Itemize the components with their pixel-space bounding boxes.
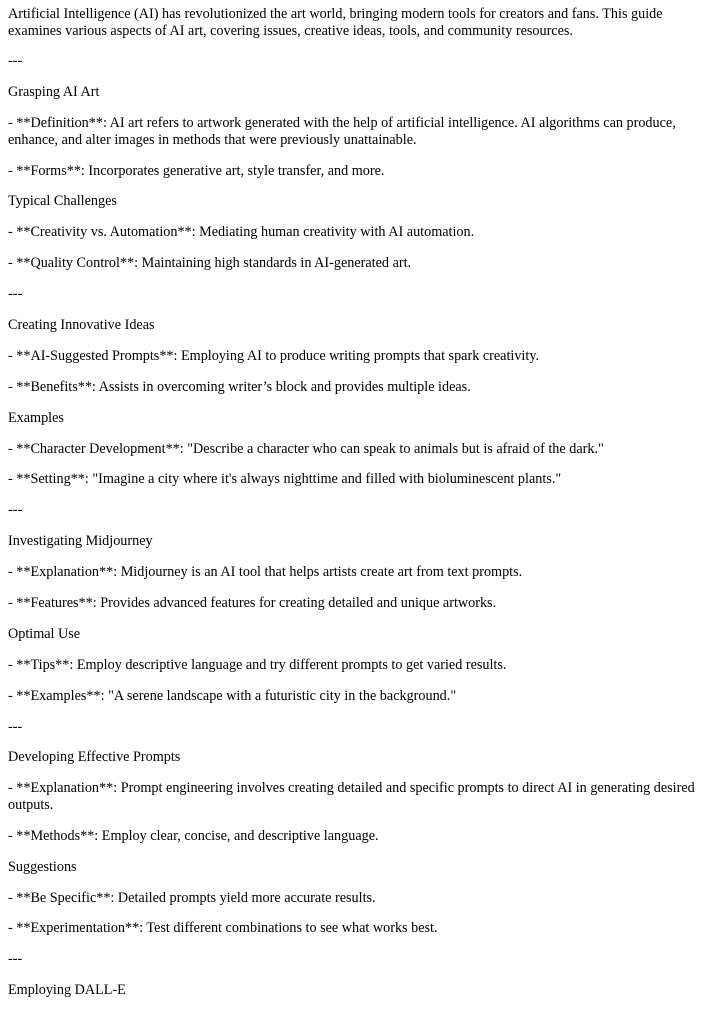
- section-divider: ---: [8, 53, 23, 70]
- list-item: - **Experimentation**: Test different combinations to see what works best.: [8, 920, 438, 937]
- list-item: - **Character Development**: "Describe a character who can speak to animals but is afraid of the dark.": [8, 440, 604, 457]
- list-item: - **Tips**: Employ descriptive language and try different prompts to get varied results.: [8, 656, 507, 673]
- list-item: - **Features**: Provides advanced features for creating detailed and unique artworks.: [8, 595, 497, 612]
- list-item: - **Examples**: "A serene landscape with a futuristic city in the background.": [8, 687, 457, 704]
- list-item: - **Be Specific**: Detailed prompts yield more accurate results.: [8, 889, 376, 906]
- section-heading: Employing DALL-E: [8, 982, 126, 999]
- list-item: - **Explanation**: Prompt engineering involves creating detailed and specific prompts to direct AI in generating desired outputs.: [8, 780, 695, 813]
- list-item: - **Benefits**: Assists in overcoming writer’s block and provides multiple ideas.: [8, 378, 471, 395]
- section-divider: ---: [8, 951, 23, 968]
- list-item: - **Methods**: Employ clear, concise, and descriptive language.: [8, 827, 379, 844]
- subsection-heading: Examples: [8, 409, 64, 426]
- list-item: - **Explanation**: Midjourney is an AI tool that helps artists create art from text prompts.: [8, 564, 523, 581]
- list-item: - **AI-Suggested Prompts**: Employing AI to produce writing prompts that spark creativity.: [8, 347, 540, 364]
- section-divider: ---: [8, 286, 23, 303]
- subsection-heading: Suggestions: [8, 858, 77, 875]
- subsection-heading: Optimal Use: [8, 625, 81, 642]
- list-item: - **Forms**: Incorporates generative art, style transfer, and more.: [8, 162, 385, 179]
- section-heading: Investigating Midjourney: [8, 533, 153, 550]
- list-item: - **Setting**: "Imagine a city where it's always nighttime and filled with bioluminescent plants.": [8, 471, 562, 488]
- section-heading: Grasping AI Art: [8, 84, 100, 101]
- subsection-heading: Typical Challenges: [8, 193, 117, 210]
- list-item: - **Creativity vs. Automation**: Mediating human creativity with AI automation.: [8, 224, 475, 241]
- intro-paragraph: Artificial Intelligence (AI) has revolutionized the art world, bringing modern tools for creators and fans. This guide examines various aspects of AI art, covering issues, creative ideas, tools, and community resources.: [8, 6, 663, 39]
- section-divider: ---: [8, 718, 23, 735]
- list-item: - **Definition**: AI art refers to artwork generated with the help of artificial intelligence. AI algorithms can produce, enhance, and alter images in methods that were previously unattainable.: [8, 115, 676, 148]
- section-divider: ---: [8, 502, 23, 519]
- section-heading: Developing Effective Prompts: [8, 749, 181, 766]
- list-item: - **Quality Control**: Maintaining high standards in AI-generated art.: [8, 255, 412, 272]
- section-heading: Creating Innovative Ideas: [8, 317, 155, 334]
